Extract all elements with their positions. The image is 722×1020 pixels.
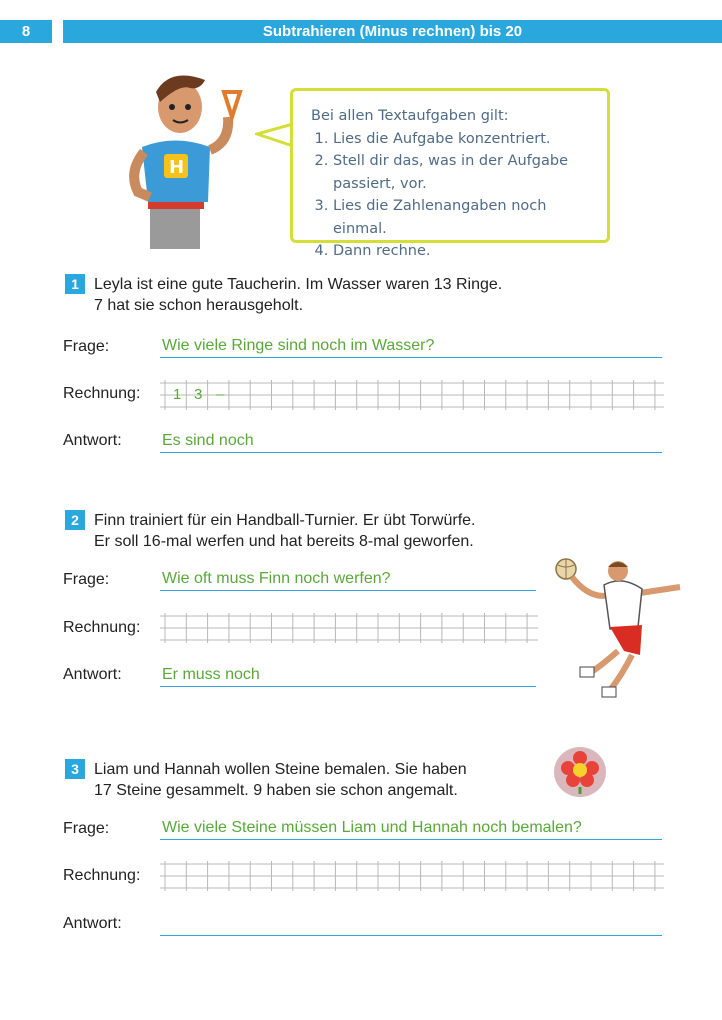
question-label: Frage: [63,338,110,355]
answer-label: Antwort: [63,915,122,932]
task-number: 2 [65,510,85,530]
task-number: 3 [65,759,85,779]
task-text [94,510,476,552]
question-line [160,839,662,840]
tip-item: 1. Lies die Aufgabe konzentriert. [333,128,589,151]
answer-line[interactable] [160,935,662,936]
question-label: Frage: [63,571,110,588]
task-line: 7 hat sie schon herausgeholt. [94,297,304,314]
answer-text: Es sind noch [162,432,254,449]
tip-item: 2. Stell dir das, was in der Aufgabe passiert, vor. [333,150,589,195]
calc-cell: – [216,386,225,403]
calculation-label: Rechnung: [63,867,141,884]
tips-speech-bubble [290,88,610,259]
task-line: Finn trainiert für ein Handball-Turnier. Er übt Torwürfe. [94,512,476,529]
handball-player-illustration [552,555,692,710]
svg-text:H: H [169,157,185,178]
task-text [94,274,502,316]
calculation-grid[interactable] [160,613,538,643]
calculation-label: Rechnung: [63,619,141,636]
calc-cell: 3 [194,386,203,403]
page-title: Subtrahieren (Minus rechnen) bis 20 [63,20,722,43]
task-number: 1 [65,274,85,294]
calculation-grid[interactable] [160,861,664,891]
question-text: Wie viele Ringe sind noch im Wasser? [162,337,435,354]
tip-item: 3. Lies die Zahlenangaben noch einmal. [333,195,589,240]
answer-line[interactable] [160,686,536,687]
tips-list [311,128,589,263]
question-text: Wie viele Steine müssen Liam und Hannah noch bemalen? [162,819,582,836]
tip-item: 4. Dann rechne. [333,240,589,263]
tips-intro: Bei allen Textaufgaben gilt: [311,108,509,124]
answer-label: Antwort: [63,432,122,449]
calculation-label: Rechnung: [63,385,141,402]
question-label: Frage: [63,820,110,837]
calculation-grid[interactable] [160,380,664,410]
answer-line[interactable] [160,452,662,453]
question-line [160,590,536,591]
answer-text: Er muss noch [162,666,260,683]
answer-label: Antwort: [63,666,122,683]
task-line: Liam und Hannah wollen Steine bemalen. Sie haben [94,761,467,778]
calc-cell: 1 [173,386,182,403]
task-line: 17 Steine gesammelt. 9 haben sie schon angemalt. [94,782,458,799]
boy-mascot-illustration [120,62,250,252]
task-line: Er soll 16-mal werfen und hat bereits 8-mal geworfen. [94,533,474,550]
painted-stone-illustration [550,742,610,800]
speech-bubble-tail [255,120,295,150]
question-text: Wie oft muss Finn noch werfen? [162,570,391,587]
task-text [94,759,467,801]
question-line [160,357,662,358]
task-line: Leyla ist eine gute Taucherin. Im Wasser waren 13 Ringe. [94,276,503,293]
page-number: 8 [0,20,52,43]
